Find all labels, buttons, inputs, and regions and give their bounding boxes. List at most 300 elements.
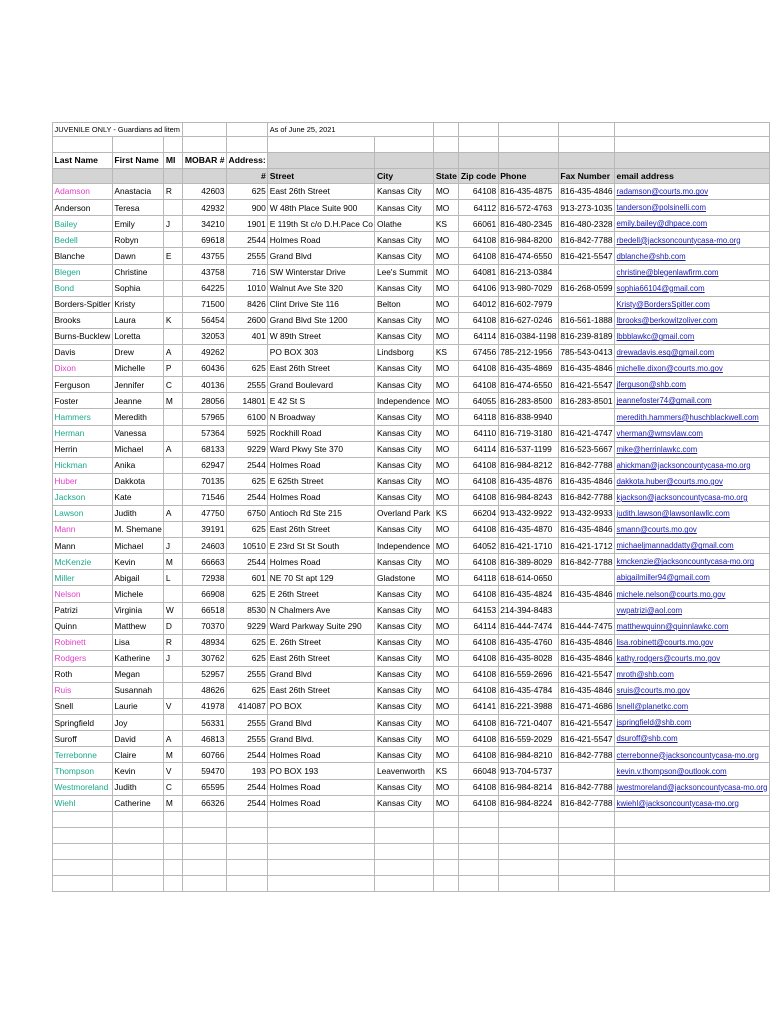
middle-initial-cell (164, 489, 183, 505)
email-link[interactable]: kwiehl@jacksoncountycasa-mo.org (616, 798, 739, 808)
street-cell: N Chalmers Ave (268, 602, 375, 618)
spacer-row (53, 137, 770, 153)
mobar-number-cell: 57364 (183, 425, 227, 441)
street-number-cell: 625 (227, 522, 268, 538)
street-cell: Grand Blvd (268, 666, 375, 682)
email-cell (615, 248, 770, 264)
middle-initial-cell (164, 473, 183, 489)
last-name-cell: Wiehl (53, 795, 113, 811)
street-number-cell: 625 (227, 683, 268, 699)
table-row (53, 328, 770, 344)
email-link[interactable]: kevin.v.thompson@outlook.com (616, 766, 727, 776)
phone-cell: 816-444-7474 (498, 618, 558, 634)
table-row (53, 634, 770, 650)
phone-cell: 816-435-8028 (498, 650, 558, 666)
first-name-cell: Catherine (112, 795, 163, 811)
email-link[interactable]: jspringfield@shb.com (616, 718, 692, 728)
city-cell: Belton (375, 296, 434, 312)
city-cell: Kansas City (375, 602, 434, 618)
first-name-cell: Dawn (112, 248, 163, 264)
street-cell: N Broadway (268, 409, 375, 425)
fax-cell: 816-842-7788 (558, 795, 614, 811)
fax-cell: 816-435-4846 (558, 634, 614, 650)
table-row (53, 538, 770, 554)
state-cell: MO (434, 473, 459, 489)
last-name-cell: Suroff (53, 731, 113, 747)
phone-cell: 816-435-4875 (498, 184, 558, 200)
email-link[interactable]: sophia66104@gmail.com (616, 283, 705, 293)
email-link[interactable]: kjackson@jacksoncountycasa-mo.org (616, 493, 748, 503)
zip-code-cell: 64108 (459, 184, 498, 200)
email-link[interactable]: vwpatrizi@aol.com (616, 605, 683, 615)
middle-initial-cell: A (164, 441, 183, 457)
city-cell: Kansas City (375, 699, 434, 715)
city-cell: Kansas City (375, 666, 434, 682)
email-link[interactable]: radamson@courts.mo.gov (616, 187, 709, 197)
header-email: email address (615, 169, 770, 184)
email-cell (615, 618, 770, 634)
zip-code-cell: 64108 (459, 634, 498, 650)
first-name-cell: M. Shemane (112, 522, 163, 538)
street-number-cell: 5925 (227, 425, 268, 441)
state-cell: MO (434, 248, 459, 264)
table-row (53, 747, 770, 763)
fax-cell: 816-435-4846 (558, 522, 614, 538)
document-title: JUVENILE ONLY - Guardians ad litem (53, 123, 183, 137)
first-name-cell: Judith (112, 779, 163, 795)
email-cell (615, 666, 770, 682)
middle-initial-cell: J (164, 538, 183, 554)
zip-code-cell: 64081 (459, 264, 498, 280)
header-zip: Zip code (459, 169, 498, 184)
last-name-cell: Borders-Spitler (53, 296, 113, 312)
mobar-number-cell: 62947 (183, 457, 227, 473)
first-name-cell: Jeanne (112, 393, 163, 409)
city-cell: Lee's Summit (375, 264, 434, 280)
zip-code-cell: 66061 (459, 216, 498, 232)
first-name-cell: Megan (112, 666, 163, 682)
state-cell: MO (434, 731, 459, 747)
last-name-cell: Huber (53, 473, 113, 489)
street-number-cell: 6750 (227, 505, 268, 521)
middle-initial-cell: R (164, 184, 183, 200)
street-number-cell: 625 (227, 634, 268, 650)
first-name-cell: Susannah (112, 683, 163, 699)
zip-code-cell: 64108 (459, 779, 498, 795)
middle-initial-cell: A (164, 731, 183, 747)
email-link[interactable]: jeannefoster74@gmail.com (616, 396, 712, 406)
zip-code-cell: 64108 (459, 522, 498, 538)
city-cell: Independence (375, 393, 434, 409)
city-cell: Olathe (375, 216, 434, 232)
phone-cell: 816-435-4784 (498, 683, 558, 699)
email-link[interactable]: lbbblawkc@gmail.com (616, 332, 695, 342)
zip-code-cell: 64108 (459, 312, 498, 328)
table-row (53, 715, 770, 731)
zip-code-cell: 64108 (459, 650, 498, 666)
mobar-number-cell: 59470 (183, 763, 227, 779)
mobar-number-cell: 60766 (183, 747, 227, 763)
email-cell (615, 699, 770, 715)
email-link[interactable]: sruis@courts.mo.gov (616, 686, 690, 696)
middle-initial-cell (164, 715, 183, 731)
fax-cell: 816-421-5547 (558, 666, 614, 682)
fax-cell: 913-273-1035 (558, 200, 614, 216)
email-link[interactable]: kmckenzie@jacksoncountycasa-mo.org (616, 557, 755, 567)
zip-code-cell: 64012 (459, 296, 498, 312)
city-cell: Kansas City (375, 586, 434, 602)
street-cell: Ward Parkway Suite 290 (268, 618, 375, 634)
mobar-number-cell: 43755 (183, 248, 227, 264)
fax-cell: 816-842-7788 (558, 779, 614, 795)
header-first-name: First Name (112, 153, 163, 169)
city-cell: Kansas City (375, 473, 434, 489)
first-name-cell: Laura (112, 312, 163, 328)
fax-cell: 816-421-5547 (558, 715, 614, 731)
phone-cell: 816-627-0246 (498, 312, 558, 328)
email-cell (615, 280, 770, 296)
table-row (53, 361, 770, 377)
email-cell (615, 200, 770, 216)
email-link[interactable]: rbedell@jacksoncountycasa-mo.org (616, 235, 741, 245)
mobar-number-cell: 65595 (183, 779, 227, 795)
table-row (53, 699, 770, 715)
city-cell: Overland Park (375, 505, 434, 521)
street-cell: Antioch Rd Ste 215 (268, 505, 375, 521)
last-name-cell: Lawson (53, 505, 113, 521)
street-number-cell: 8426 (227, 296, 268, 312)
middle-initial-cell (164, 296, 183, 312)
header-city: City (375, 169, 434, 184)
email-link[interactable]: michaeljmannaddatty@gmail.com (616, 541, 734, 551)
first-name-cell: Joy (112, 715, 163, 731)
street-number-cell: 2555 (227, 377, 268, 393)
state-cell: MO (434, 457, 459, 473)
email-link[interactable]: michele.nelson@courts.mo.gov (616, 589, 726, 599)
first-name-cell: Michele (112, 586, 163, 602)
email-cell (615, 345, 770, 361)
street-number-cell: 625 (227, 361, 268, 377)
email-cell (615, 296, 770, 312)
city-cell: Kansas City (375, 650, 434, 666)
mobar-number-cell: 70370 (183, 618, 227, 634)
zip-code-cell: 64112 (459, 200, 498, 216)
email-link[interactable]: lbrooks@berkowitzoliver.com (616, 315, 718, 325)
phone-cell: 816-474-6550 (498, 377, 558, 393)
email-link[interactable]: dsuroff@shb.com (616, 734, 678, 744)
table-row (53, 683, 770, 699)
state-cell: MO (434, 425, 459, 441)
city-cell: Kansas City (375, 522, 434, 538)
street-cell: Holmes Road (268, 747, 375, 763)
phone-cell: 816-721-0407 (498, 715, 558, 731)
street-number-cell: 9229 (227, 618, 268, 634)
street-cell: Grand Boulevard (268, 377, 375, 393)
last-name-cell: Robinett (53, 634, 113, 650)
street-cell: E. 26th Street (268, 634, 375, 650)
phone-cell: 816-572-4763 (498, 200, 558, 216)
middle-initial-cell (164, 232, 183, 248)
middle-initial-cell: J (164, 216, 183, 232)
phone-cell: 816-537-1199 (498, 441, 558, 457)
mobar-number-cell: 70135 (183, 473, 227, 489)
street-number-cell: 625 (227, 586, 268, 602)
state-cell: MO (434, 184, 459, 200)
first-name-cell: Michael (112, 538, 163, 554)
street-number-cell: 625 (227, 184, 268, 200)
email-link[interactable]: drewadavis.esq@gmail.com (616, 348, 715, 358)
last-name-cell: Hickman (53, 457, 113, 473)
state-cell: MO (434, 554, 459, 570)
city-cell: Kansas City (375, 200, 434, 216)
fax-cell: 816-842-7788 (558, 554, 614, 570)
email-link[interactable]: mroth@shb.com (616, 670, 674, 680)
city-cell: Kansas City (375, 312, 434, 328)
table-row (53, 602, 770, 618)
email-cell (615, 361, 770, 377)
phone-cell: 816-838-9940 (498, 409, 558, 425)
street-number-cell: 2544 (227, 232, 268, 248)
email-cell (615, 328, 770, 344)
first-name-cell: Meredith (112, 409, 163, 425)
last-name-cell: Bailey (53, 216, 113, 232)
phone-cell: 816-719-3180 (498, 425, 558, 441)
email-link[interactable]: dblanche@shb.com (616, 251, 686, 261)
middle-initial-cell: D (164, 618, 183, 634)
zip-code-cell: 64153 (459, 602, 498, 618)
mobar-number-cell: 68133 (183, 441, 227, 457)
zip-code-cell: 64108 (459, 731, 498, 747)
email-link[interactable]: vherman@wmsvlaw.com (616, 428, 703, 438)
zip-code-cell: 64108 (459, 489, 498, 505)
last-name-cell: Adamson (53, 184, 113, 200)
email-cell (615, 731, 770, 747)
email-link[interactable]: Kristy@BordersSpitler.com (616, 299, 710, 309)
mobar-number-cell: 30762 (183, 650, 227, 666)
last-name-cell: Hammers (53, 409, 113, 425)
middle-initial-cell (164, 409, 183, 425)
city-cell: Kansas City (375, 618, 434, 634)
zip-code-cell: 64118 (459, 409, 498, 425)
street-number-cell: 6100 (227, 409, 268, 425)
email-cell (615, 264, 770, 280)
street-cell: Holmes Road (268, 795, 375, 811)
header-mobar: MOBAR # (183, 153, 227, 169)
state-cell: MO (434, 312, 459, 328)
state-cell: MO (434, 795, 459, 811)
zip-code-cell: 64108 (459, 715, 498, 731)
email-link[interactable]: judith.lawson@lawsonlawllc.com (616, 509, 730, 519)
table-row (53, 264, 770, 280)
email-link[interactable]: jferguson@shb.com (616, 380, 687, 390)
street-number-cell: 9229 (227, 441, 268, 457)
phone-cell: 816-984-8243 (498, 489, 558, 505)
zip-code-cell: 64108 (459, 377, 498, 393)
empty-row (53, 876, 770, 892)
table-row (53, 795, 770, 811)
email-cell (615, 538, 770, 554)
state-cell: MO (434, 747, 459, 763)
email-link[interactable]: tanderson@polsinelli.com (616, 203, 706, 213)
email-link[interactable]: mike@herrinlawkc.com (616, 444, 698, 454)
email-cell (615, 184, 770, 200)
middle-initial-cell (164, 586, 183, 602)
phone-cell: 816-559-2696 (498, 666, 558, 682)
state-cell: MO (434, 586, 459, 602)
table-row (53, 312, 770, 328)
fax-cell: 816-421-5547 (558, 377, 614, 393)
street-cell: E 23rd St St South (268, 538, 375, 554)
email-link[interactable]: emily.bailey@dhpace.com (616, 219, 708, 229)
last-name-cell: Burns-Bucklew (53, 328, 113, 344)
email-cell (615, 634, 770, 650)
fax-cell (558, 602, 614, 618)
email-cell (615, 505, 770, 521)
first-name-cell: Kristy (112, 296, 163, 312)
mobar-number-cell: 72938 (183, 570, 227, 586)
email-link[interactable]: jwestmoreland@jacksoncountycasa-mo.org (616, 782, 768, 792)
middle-initial-cell (164, 666, 183, 682)
email-link[interactable]: ahickman@jacksoncountycasa-mo.org (616, 460, 751, 470)
last-name-cell: Springfield (53, 715, 113, 731)
zip-code-cell: 64110 (459, 425, 498, 441)
zip-code-cell: 64108 (459, 747, 498, 763)
mobar-number-cell: 24603 (183, 538, 227, 554)
city-cell: Leavenworth (375, 763, 434, 779)
zip-code-cell: 64108 (459, 586, 498, 602)
email-link[interactable]: abigailmiller94@gmail.com (616, 573, 710, 583)
last-name-cell: Foster (53, 393, 113, 409)
street-number-cell: 193 (227, 763, 268, 779)
empty-row (53, 860, 770, 876)
fax-cell: 816-523-5667 (558, 441, 614, 457)
city-cell: Kansas City (375, 747, 434, 763)
middle-initial-cell: M (164, 393, 183, 409)
mobar-number-cell: 66518 (183, 602, 227, 618)
first-name-cell: Michael (112, 441, 163, 457)
fax-cell: 816-444-7475 (558, 618, 614, 634)
first-name-cell: Matthew (112, 618, 163, 634)
city-cell: Kansas City (375, 683, 434, 699)
middle-initial-cell (164, 328, 183, 344)
mobar-number-cell: 60436 (183, 361, 227, 377)
table-row (53, 345, 770, 361)
phone-cell: 816-283-8500 (498, 393, 558, 409)
mobar-number-cell: 49262 (183, 345, 227, 361)
phone-cell: 816-984-8224 (498, 795, 558, 811)
email-cell (615, 216, 770, 232)
table-row (53, 216, 770, 232)
state-cell: MO (434, 538, 459, 554)
first-name-cell: Kevin (112, 763, 163, 779)
email-link[interactable]: christine@blegenlawfirm.com (616, 267, 719, 277)
city-cell: Kansas City (375, 280, 434, 296)
street-number-cell: 2544 (227, 795, 268, 811)
email-cell (615, 650, 770, 666)
phone-cell: 913-704-5737 (498, 763, 558, 779)
header-number: # (227, 169, 268, 184)
middle-initial-cell: K (164, 312, 183, 328)
header-mi: MI (164, 153, 183, 169)
mobar-number-cell: 42603 (183, 184, 227, 200)
zip-code-cell: 64108 (459, 554, 498, 570)
mobar-number-cell: 66326 (183, 795, 227, 811)
zip-code-cell: 64106 (459, 280, 498, 296)
state-cell: MO (434, 296, 459, 312)
middle-initial-cell: C (164, 377, 183, 393)
email-link[interactable]: lisa.robinett@courts.mo.gov (616, 637, 714, 647)
street-number-cell: 2600 (227, 312, 268, 328)
email-link[interactable]: lsnell@planetkc.com (616, 702, 689, 712)
title-row (53, 123, 770, 137)
street-cell: W 48th Place Suite 900 (268, 200, 375, 216)
street-number-cell: 14801 (227, 393, 268, 409)
phone-cell: 816-984-8214 (498, 779, 558, 795)
email-cell (615, 554, 770, 570)
email-link[interactable]: kathy.rodgers@courts.mo.gov (616, 653, 721, 663)
phone-cell: 618-614-0650 (498, 570, 558, 586)
last-name-cell: Thompson (53, 763, 113, 779)
email-cell (615, 425, 770, 441)
last-name-cell: Ferguson (53, 377, 113, 393)
first-name-cell: David (112, 731, 163, 747)
fax-cell: 816-421-4747 (558, 425, 614, 441)
street-number-cell: 2555 (227, 715, 268, 731)
email-link[interactable]: meredith.hammers@huschblackwell.com (616, 412, 759, 422)
fax-cell: 816-268-0599 (558, 280, 614, 296)
first-name-cell: Abigail (112, 570, 163, 586)
empty-row (53, 843, 770, 859)
last-name-cell: Snell (53, 699, 113, 715)
phone-cell: 816-221-3988 (498, 699, 558, 715)
fax-cell: 816-435-4846 (558, 184, 614, 200)
city-cell: Kansas City (375, 779, 434, 795)
street-cell: Grand Blvd (268, 715, 375, 731)
city-cell: Kansas City (375, 795, 434, 811)
table-row (53, 763, 770, 779)
table-row (53, 248, 770, 264)
email-link[interactable]: michelle.dixon@courts.mo.gov (616, 364, 723, 374)
middle-initial-cell (164, 280, 183, 296)
last-name-cell: Blanche (53, 248, 113, 264)
email-link[interactable]: smann@courts.mo.gov (616, 525, 697, 535)
last-name-cell: Bedell (53, 232, 113, 248)
email-link[interactable]: matthewquinn@quinnlawkc.com (616, 621, 729, 631)
phone-cell: 816-984-8212 (498, 457, 558, 473)
street-number-cell: 716 (227, 264, 268, 280)
last-name-cell: Quinn (53, 618, 113, 634)
first-name-cell: Sophia (112, 280, 163, 296)
street-cell: Walnut Ave Ste 320 (268, 280, 375, 296)
table-row (53, 296, 770, 312)
street-number-cell: 2544 (227, 554, 268, 570)
street-cell: PO BOX 193 (268, 763, 375, 779)
phone-cell: 816-213-0384 (498, 264, 558, 280)
email-cell (615, 232, 770, 248)
middle-initial-cell: A (164, 345, 183, 361)
last-name-cell: Bond (53, 280, 113, 296)
email-cell (615, 377, 770, 393)
city-cell: Kansas City (375, 409, 434, 425)
fax-cell: 785-543-0413 (558, 345, 614, 361)
email-link[interactable]: cterrebonne@jacksoncountycasa-mo.org (616, 750, 759, 760)
email-link[interactable]: dakkota.huber@courts.mo.gov (616, 476, 723, 486)
fax-cell: 816-283-8501 (558, 393, 614, 409)
first-name-cell: Lisa (112, 634, 163, 650)
fax-cell (558, 409, 614, 425)
middle-initial-cell: M (164, 554, 183, 570)
middle-initial-cell: A (164, 505, 183, 521)
